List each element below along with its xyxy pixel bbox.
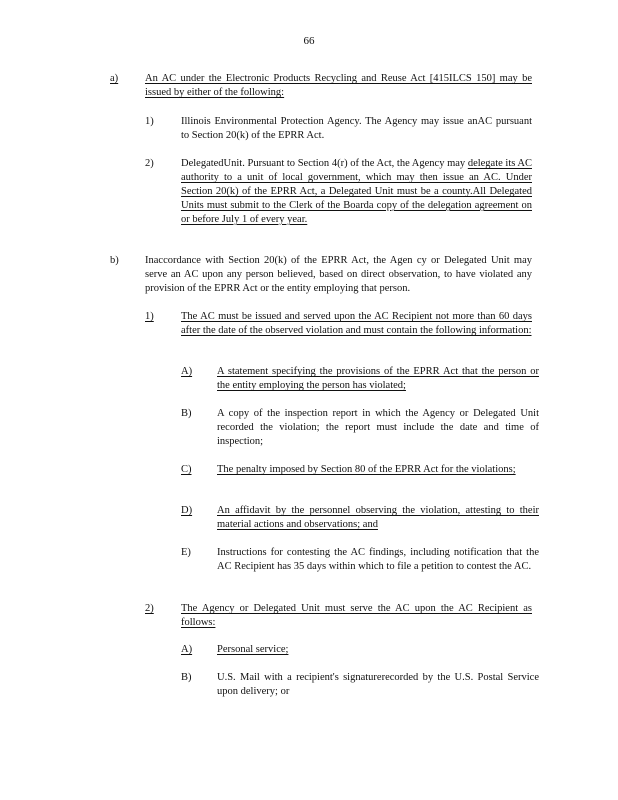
section-a-label: a) [110, 73, 119, 84]
section-b-item-1-A-text: A statement specifying the provisions of the EPRR Act that the person or the entity employing the person has violated; [217, 366, 539, 391]
section-a-item-2-text [181, 157, 532, 227]
section-b-item-1-B [181, 407, 539, 449]
section-b-item-1-D-label: D) [181, 505, 193, 516]
section-a-item-1-label: 1) [145, 116, 154, 127]
section-a-item-2-label: 2) [145, 158, 154, 169]
section-b-item-1-B-text: A copy of the inspection report in which the Agency or Delegated Unit recorded the violation; the report must include the date and time of inspection; [217, 408, 539, 447]
section-b-item-1-text: The AC must be issued and served upon the AC Recipient not more than 60 days after the date of the observed violation and must contain the following information: [181, 311, 532, 336]
section-b-item-1-B-label: B) [181, 408, 192, 419]
section-b-item-2-label: 2) [145, 603, 154, 614]
section-a-item-2 [145, 157, 532, 227]
section-b-label: b) [110, 255, 119, 266]
section-b-item-1-D [181, 504, 539, 532]
section-b-text: Inaccordance with Section 20(k) of the EPRR Act, the Agen cy or Delegated Unit may serve an AC upon any person believed, based on direct observation, to have violated any provision of the EPRR Act or the entity employing that person. [145, 255, 532, 294]
section-b [110, 254, 532, 296]
page-number: 66 [303, 35, 315, 47]
section-a-item-1-text: Illinois Environmental Protection Agency. The Agency may issue anAC pursuant to Section 20(k) of the EPRR Act. [181, 116, 532, 141]
section-b-item-2-A-label: A) [181, 644, 193, 655]
section-b-item-1-C-text: The penalty imposed by Section 80 of the EPRR Act for the violations; [217, 464, 516, 475]
section-b-item-2-A [181, 643, 539, 657]
section-b-item-1-A-label: A) [181, 366, 193, 377]
section-b-item-1-C [181, 463, 539, 477]
section-a-item-1 [145, 115, 532, 143]
section-b-item-1 [145, 310, 532, 338]
section-b-item-2-B-text: U.S. Mail with a recipient's signaturerecorded by the U.S. Postal Service upon delivery; or [217, 672, 539, 697]
section-a-text: An AC under the Electronic Products Recycling and Reuse Act [415ILCS 150] may be issued by either of the following: [145, 73, 532, 98]
section-b-item-1-D-text: An affidavit by the personnel observing the violation, attesting to their material actions and observations; and [217, 505, 539, 530]
section-b-item-2-B [181, 671, 539, 699]
section-b-item-1-A [181, 365, 539, 393]
section-a-item-2-text-underlined: delegate its AC authority to a unit of local government, which may then issue an AC. Under Section 20(k) of the EPRR Act, a Delegated Unit must be a county.All Delegated Units must submit to the Clerk of the Boarda copy of the delegation agreement on or before July 1 of every year. [181, 158, 532, 225]
section-b-item-2 [145, 602, 532, 630]
section-a-item-2-text-plain: DelegatedUnit. Pursuant to Section 4(r) of the Act, the Agency may [181, 158, 466, 169]
section-b-item-1-C-label: C) [181, 464, 192, 475]
section-b-item-1-label: 1) [145, 311, 154, 322]
section-b-item-1-E [181, 546, 539, 574]
section-b-item-2-B-label: B) [181, 672, 192, 683]
section-b-item-1-E-label: E) [181, 547, 191, 558]
section-b-item-1-E-text: Instructions for contesting the AC findings, including notification that the AC Recipient has 35 days within which to file a petition to contest the AC. [217, 547, 539, 572]
section-a [110, 72, 532, 100]
section-b-item-2-text: The Agency or Delegated Unit must serve the AC upon the AC Recipient as follows: [181, 603, 532, 628]
section-b-item-2-A-text: Personal service; [217, 644, 289, 655]
